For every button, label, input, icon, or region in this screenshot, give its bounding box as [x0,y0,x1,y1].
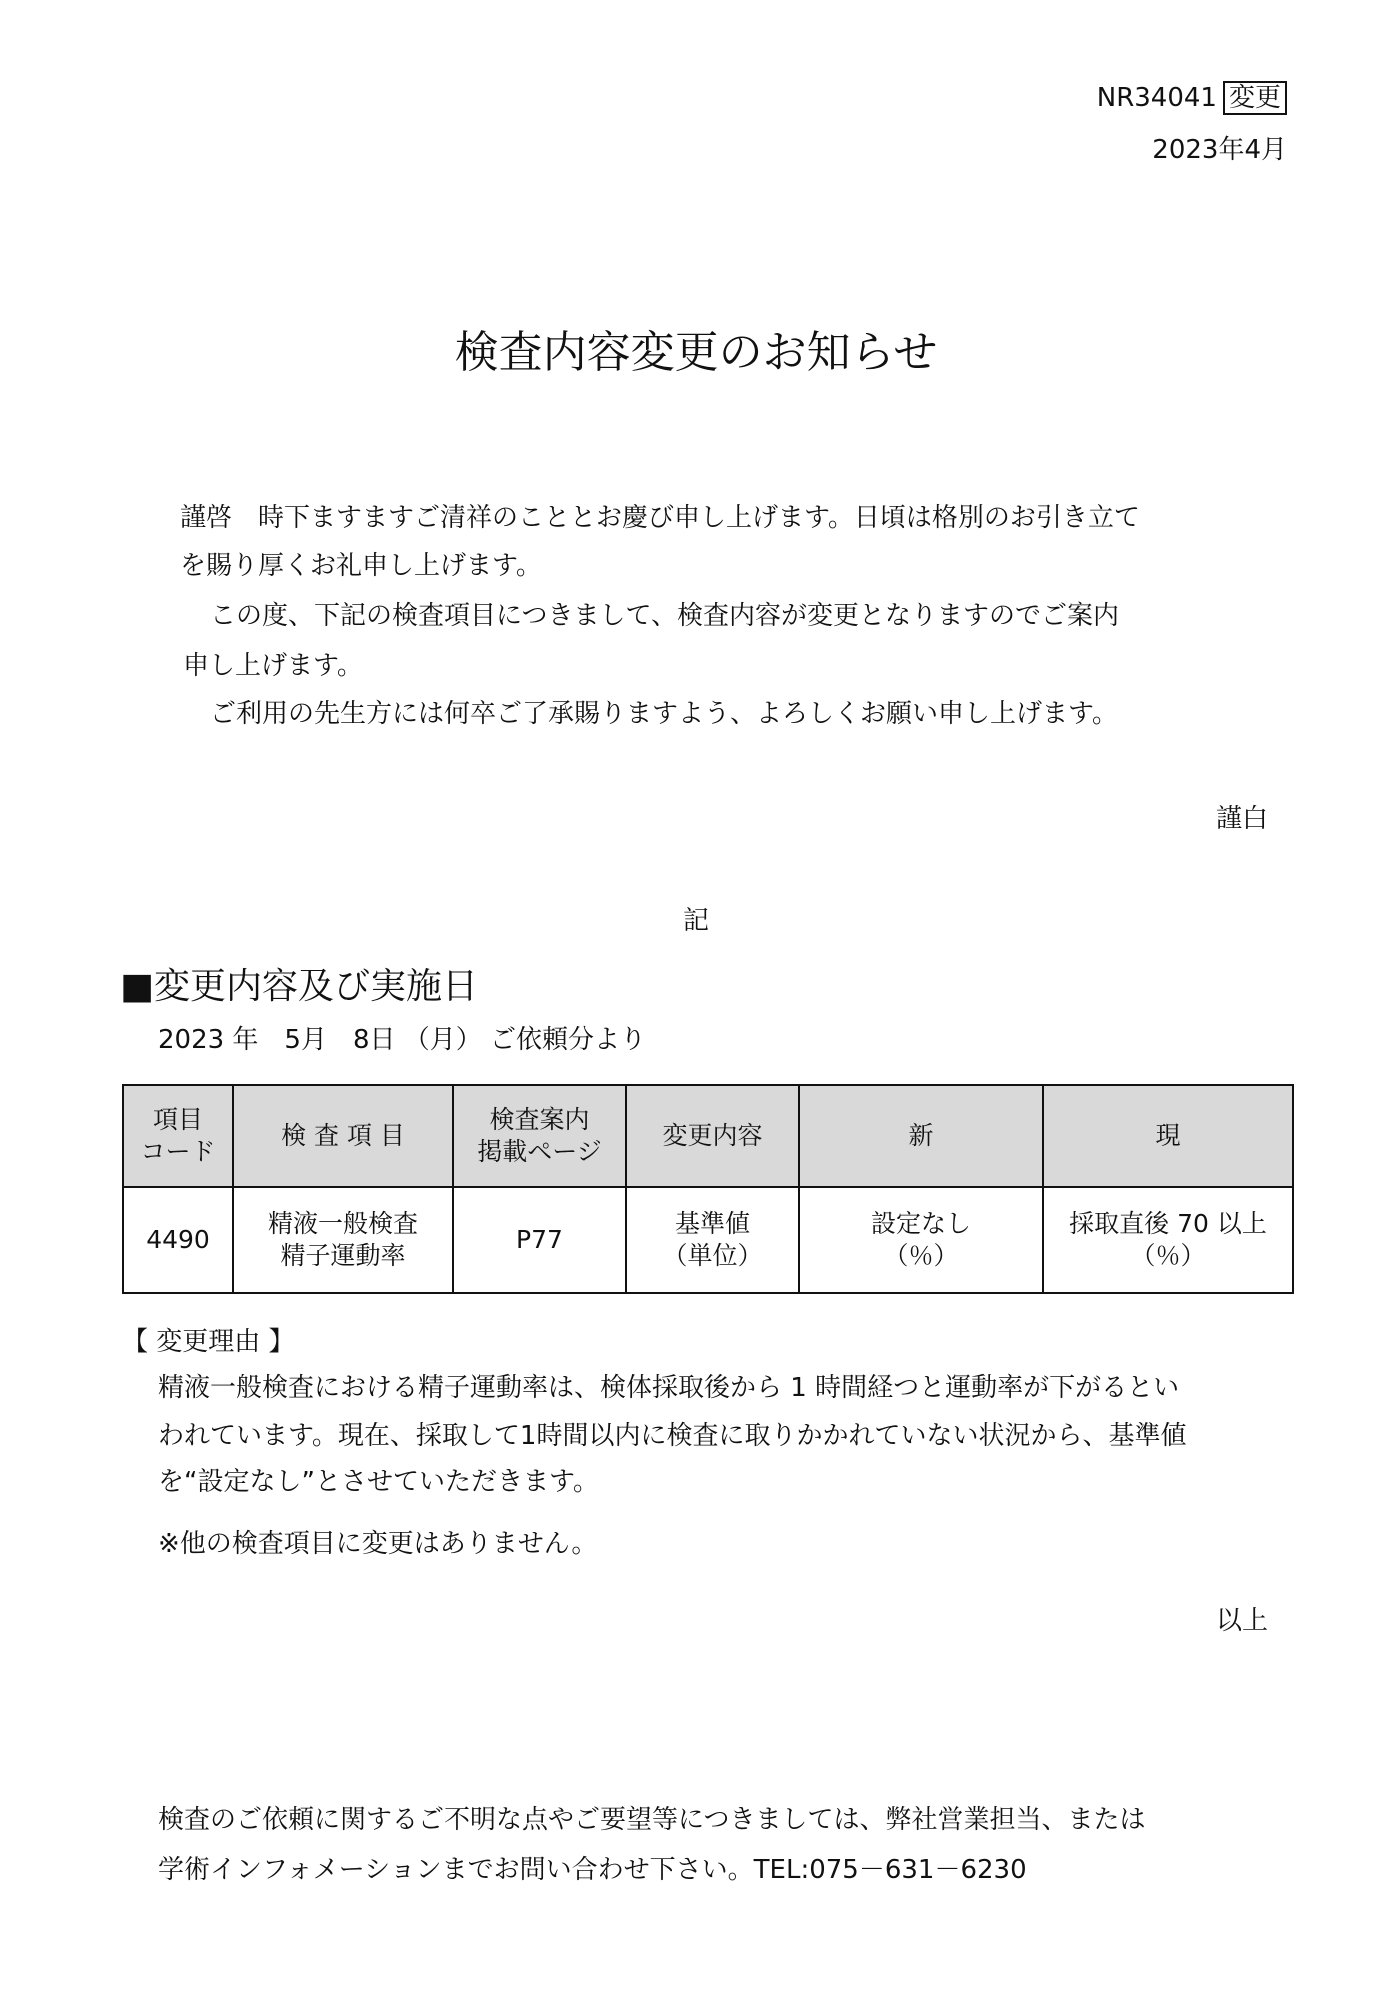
header-new: 新 [799,1085,1043,1187]
reason-line-3: を“設定なし”とさせていただきます。 [158,1467,599,1497]
greeting-line-5: ご利用の先生方には何卒ご了承賜りますよう、よろしくお願い申し上げます。 [210,699,1118,729]
section-heading: ■変更内容及び実施日 [120,966,479,1007]
document-closing: 以上 [1215,1606,1268,1636]
header-item-code: 項目 コード [123,1085,233,1187]
reason-note: ※他の検査項目に変更はありません。 [158,1529,598,1559]
greeting-line-3: この度、下記の検査項目につきまして、検査内容が変更となりますのでご案内 [210,601,1119,631]
document-code-number: NR34041 [1096,83,1217,113]
document-date: 2023年4月 [1152,135,1287,165]
greeting-line-1: 謹啓 時下ますますご清祥のこととお慶び申し上げます。日頃は格別のお引き立て [180,503,1140,533]
reason-line-2: われています。現在、採取して1時間以内に検査に取りかかれていない状況から、基準値 [158,1421,1187,1451]
header-change-content: 変更内容 [626,1085,799,1187]
greeting-line-4: 申し上げます。 [183,651,363,681]
reason-line-1: 精液一般検査における精子運動率は、検体採取後から 1 時間経つと運動率が下がるとい [158,1373,1180,1403]
cell-guide-page: P77 [453,1187,626,1293]
header-current: 現 [1043,1085,1293,1187]
page-title: 検査内容変更のお知らせ [454,327,938,378]
contact-line-2: 学術インフォメーションまでお問い合わせ下さい。TEL:075－631－6230 [158,1855,1027,1885]
cell-current: 採取直後 70 以上 （％） [1043,1187,1293,1293]
header-test-item: 検 査 項 目 [233,1085,453,1187]
table-header-row [123,1085,1293,1187]
cell-change-content: 基準値 （単位） [626,1187,799,1293]
greeting-closing: 謹白 [1215,804,1268,834]
cell-item-code: 4490 [123,1187,233,1293]
greeting-line-2: を賜り厚くお礼申し上げます。 [180,551,542,581]
ki-marker: 記 [682,906,709,936]
table-row [123,1187,1293,1293]
document-code-tag: 変更 [1223,81,1287,115]
effective-date: 2023 年 5月 8日 （月） ご依頼分より [158,1025,647,1055]
document-code [1097,78,1287,118]
change-table [122,1084,1294,1294]
header-guide-page: 検査案内 掲載ページ [453,1085,626,1187]
contact-line-1: 検査のご依頼に関するご不明な点やご要望等につきましては、弊社営業担当、または [158,1805,1146,1835]
cell-new: 設定なし （％） [799,1187,1043,1293]
reason-heading: 【 変更理由 】 [122,1327,295,1357]
cell-test-item: 精液一般検査 精子運動率 [233,1187,453,1293]
